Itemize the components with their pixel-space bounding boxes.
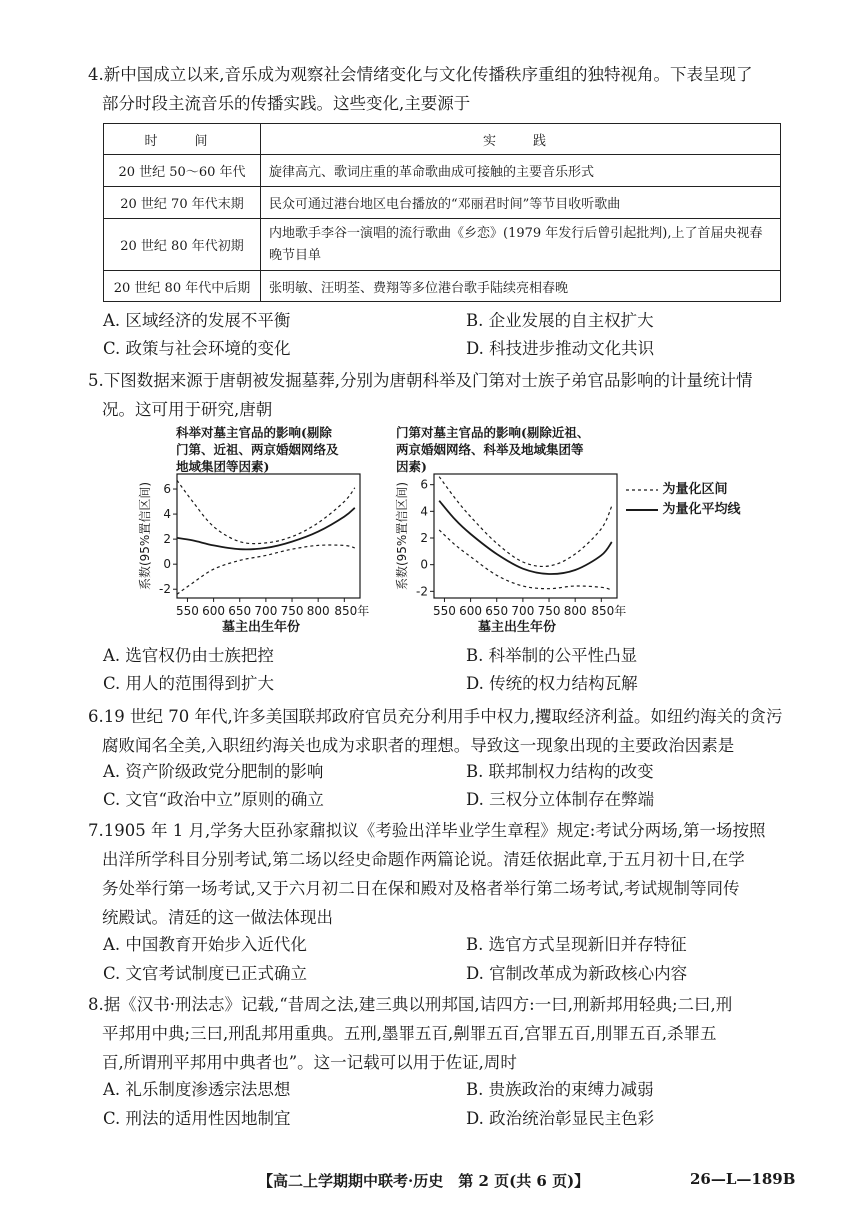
table-cell-practice: 民众可通过港台地区电台播放的“邓丽君时间”等节目收听歌曲	[261, 187, 781, 219]
chart2-x-tick-label: 550	[433, 604, 456, 618]
q7-option-c[interactable]: C. 文官考试制度已正式确立	[103, 964, 308, 983]
q6-option-a[interactable]: A. 资产阶级政党分肥制的影响	[103, 762, 324, 781]
q4-stem	[88, 60, 788, 118]
q5-option-c[interactable]: C. 用人的范围得到扩大	[103, 674, 275, 693]
table-header-row	[104, 124, 781, 155]
q4-option-c[interactable]: C. 政策与社会环境的变化	[103, 339, 291, 358]
table-header-time: 时 间	[104, 124, 261, 155]
chart2-xlabel: 墓主出生年份	[478, 620, 557, 635]
legend-interval-label: 为量化区间	[662, 482, 728, 497]
chart2-mean-line	[439, 501, 612, 574]
footer-code: 26—L—189B	[690, 1170, 796, 1188]
chart2-x-tick-label: 750	[537, 604, 561, 618]
q7-option-d[interactable]: D. 官制改革成为新政核心内容	[466, 964, 688, 983]
chart1-interval-line-1	[177, 480, 355, 543]
chart1-interval-line-2	[177, 545, 355, 594]
table-cell-practice: 张明敏、汪明荃、费翔等多位港台歌手陆续亮相春晚	[261, 271, 781, 302]
chart2-y-tick-label: 2	[420, 531, 428, 545]
chart1-x-tick-label: 650	[228, 604, 252, 618]
q5-stem	[88, 366, 788, 424]
q4-option-d[interactable]: D. 科技进步推动文化共识	[466, 339, 655, 358]
chart2-ylabel: 系数(95%置信区间)	[395, 481, 409, 591]
chart2-y-tick-label: 4	[420, 504, 428, 519]
chart1-x-tick-label: 700	[254, 604, 278, 618]
legend-solid-line-icon	[626, 505, 658, 515]
chart2-x-tick-label: 600	[459, 604, 483, 618]
q7-option-a[interactable]: A. 中国教育开始步入近代化	[103, 935, 307, 954]
chart2-y-tick-label: 6	[420, 477, 428, 492]
chart1-title: 科举对墓主官品的影响(剔除 门第、近祖、两京婚姻网络及 地域集团等因素)	[176, 425, 339, 474]
q8-stem-line3: 百,所谓刑平邦用中典者也”。这一记载可以用于佐证,周时	[102, 1053, 517, 1072]
table-row	[104, 271, 781, 302]
legend-dashed-line-icon	[626, 485, 658, 495]
chart1-x-tick-label: 800	[306, 604, 330, 618]
chart2-interval-line-2	[439, 530, 612, 590]
q7-stem-line1: 7.1905 年 1 月,学务大臣孙家鼐拟议《考验出洋毕业学生章程》规定:考试分两场,第一场按照	[88, 821, 766, 840]
table-row	[104, 155, 781, 187]
q5-stem-line2: 况。这可用于研究,唐朝	[102, 400, 273, 419]
chart1-y-tick-label: 2	[163, 532, 171, 547]
q7-stem-line2: 出洋所学科目分别考试,第二场以经史命题作两篇论说。清廷依据此章,于五月初十日,在学	[102, 850, 745, 869]
q6-stem	[88, 702, 788, 760]
chart1-ylabel: 系数(95%置信区间)	[138, 481, 152, 591]
q8-stem	[88, 990, 788, 1077]
table-cell-practice: 旋律高亢、歌词庄重的革命歌曲成可接触的主要音乐形式	[261, 155, 781, 187]
chart1-x-tick-label: 750	[280, 604, 304, 618]
chart2-y-tick-label: -2	[416, 584, 428, 599]
q8-option-a[interactable]: A. 礼乐制度渗透宗法思想	[103, 1080, 291, 1099]
q8-option-c[interactable]: C. 刑法的适用性因地制宜	[103, 1109, 291, 1128]
table-cell-time: 20 世纪 80 年代初期	[104, 219, 261, 271]
q6-stem-line1: 6.19 世纪 70 年代,许多美国联邦政府官员充分利用手中权力,攫取经济利益。如纽约海关的贪污	[88, 707, 783, 726]
legend-interval	[626, 478, 728, 497]
q6-option-c[interactable]: C. 文官“政治中立”原则的确立	[103, 790, 324, 809]
q8-stem-line1: 8.据《汉书·刑法志》记载,“昔周之法,建三典以刑邦国,诘四方:一曰,刑新邦用轻典;二曰,刑	[88, 995, 733, 1014]
q4-option-b[interactable]: B. 企业发展的自主权扩大	[466, 311, 654, 330]
q4-option-a[interactable]: A. 区域经济的发展不平衡	[103, 311, 291, 330]
chart1-plot-frame	[177, 474, 360, 598]
q6-option-b[interactable]: B. 联邦制权力结构的改变	[466, 762, 654, 781]
q7-option-b[interactable]: B. 选官方式呈现新旧并存特征	[466, 935, 687, 954]
q4-stem-line2: 部分时段主流音乐的传播实践。这些变化,主要源于	[102, 94, 471, 113]
table-header-practice: 实 践	[261, 124, 781, 155]
chart1-y-tick-label: 6	[163, 482, 171, 497]
chart2-x-tick-label: 650	[485, 604, 509, 618]
chart1-x-tick-label: 600	[202, 604, 226, 618]
chart1-x-tick-label: 550	[176, 604, 199, 618]
chart2-title: 门第对墓主官品的影响(剔除近祖、 两京婚姻网络、科举及地域集团等 因素)	[396, 425, 590, 474]
q7-stem	[88, 816, 788, 932]
q4-stem-line1: 4.新中国成立以来,音乐成为观察社会情绪变化与文化传播秩序重组的独特视角。下表呈现了	[88, 65, 753, 84]
table-row	[104, 187, 781, 219]
table-cell-time: 20 世纪 80 年代中后期	[104, 271, 261, 302]
table-cell-time: 20 世纪 70 年代末期	[104, 187, 261, 219]
chart2-y-tick-label: 0	[420, 557, 428, 572]
q5-option-b[interactable]: B. 科举制的公平性凸显	[466, 646, 638, 665]
q6-stem-line2: 腐败闻名全美,入职纽约海关也成为求职者的理想。导致这一现象出现的主要政治因素是	[102, 736, 735, 755]
chart2-svg	[392, 470, 652, 620]
q8-option-d[interactable]: D. 政治统治彰显民主色彩	[466, 1109, 655, 1128]
chart2-x-tick-label: 800	[563, 604, 587, 618]
chart1-y-tick-label: -2	[159, 582, 171, 597]
chart1-y-tick-label: 0	[163, 557, 171, 572]
q6-option-d[interactable]: D. 三权分立体制存在弊端	[466, 790, 655, 809]
table-cell-time: 20 世纪 50～60 年代	[104, 155, 261, 187]
chart1-x-tick-label: 850年	[334, 604, 370, 618]
chart2-interval-line-1	[439, 477, 612, 567]
chart2-x-tick-label: 700	[511, 604, 535, 618]
q4-practice-table	[103, 123, 781, 302]
legend-mean-label: 为量化平均线	[662, 502, 741, 517]
chart1-svg	[135, 470, 395, 620]
chart2-x-tick-label: 850年	[591, 604, 627, 618]
table-cell-practice: 内地歌手李谷一演唱的流行歌曲《乡恋》(1979 年发行后曾引起批判),上了首届央视春晚节目单	[261, 219, 781, 271]
table-row	[104, 219, 781, 271]
footer-page-info: 【高二上学期期中联考·历史 第 2 页(共 6 页)】	[258, 1172, 590, 1190]
q5-option-a[interactable]: A. 选官权仍由士族把控	[103, 646, 274, 665]
chart1-y-tick-label: 4	[163, 507, 171, 522]
chart2-plot-frame	[434, 474, 617, 598]
q5-stem-line1: 5.下图数据来源于唐朝被发掘墓葬,分别为唐朝科举及门第对士族子弟官品影响的计量统计情	[88, 371, 753, 390]
legend-mean	[626, 498, 741, 517]
q7-stem-line3: 务处举行第一场考试,又于六月初二日在保和殿对及格者举行第二场考试,考试规制等同传	[102, 879, 740, 898]
q7-stem-line4: 统殿试。清廷的这一做法体现出	[102, 908, 333, 927]
q5-option-d[interactable]: D. 传统的权力结构瓦解	[466, 674, 638, 693]
q8-option-b[interactable]: B. 贵族政治的束缚力减弱	[466, 1080, 654, 1099]
chart1-xlabel: 墓主出生年份	[222, 620, 301, 635]
q8-stem-line2: 平邦用中典;三曰,刑乱邦用重典。五刑,墨罪五百,劓罪五百,宫罪五百,刖罪五百,杀罪五	[102, 1024, 717, 1043]
